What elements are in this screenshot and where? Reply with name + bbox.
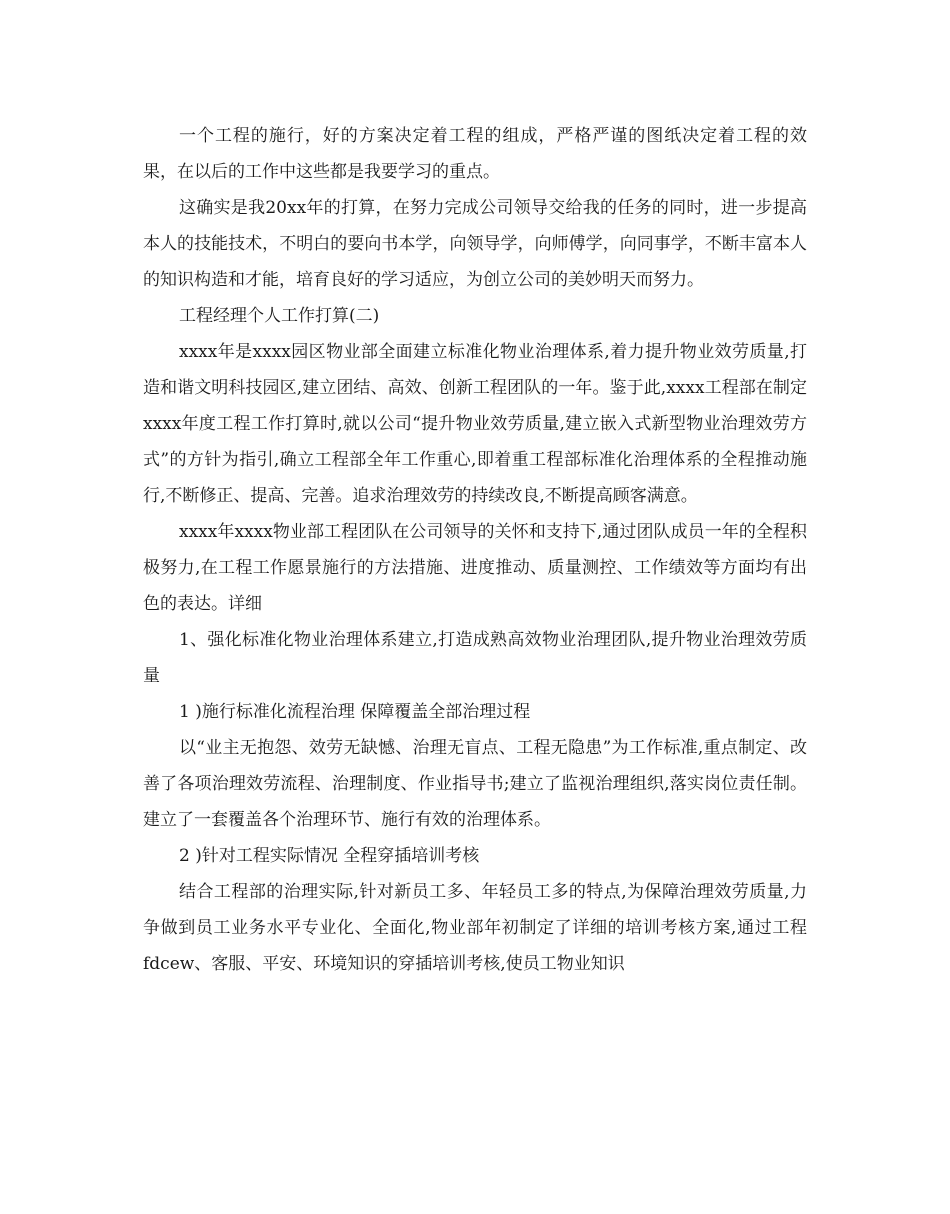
paragraph-1: 一个工程的施行，好的方案决定着工程的组成，严格严谨的图纸决定着工程的效果，在以后的工作中这些都是我要学习的重点。 [143,126,807,182]
paragraph-2: 这确实是我20xx年的打算，在努力完成公司领导交给我的任务的同时，进一步提高本人的技能技术，不明白的要向书本学，向领导学，向师傅学，向同事学，不断丰富本人的知识构造和才能，培育良好的学习适应，为创立公司的美妙明天而努力。 [143,198,807,290]
sub-heading-2: 2 )针对工程实际情况 全程穿插培训考核 [179,846,480,866]
paragraph-5: 以“业主无抱怨、效劳无缺憾、治理无盲点、工程无隐患”为工作标准,重点制定、改善了各项治理效劳流程、治理制度、作业指导书;建立了监视治理组织,落实岗位责任制。建立了一套覆盖各个治理环节、施行有效的治理体系。 [143,738,807,830]
document-body [143,118,807,982]
paragraph-4: xxxx年xxxx物业部工程团队在公司领导的关怀和支持下,通过团队成员一年的全程积极努力,在工程工作愿景施行的方法措施、进度推动、质量测控、工作绩效等方面均有出色的表达。详细 [143,522,807,614]
paragraph-6: 结合工程部的治理实际,针对新员工多、年轻员工多的特点,为保障治理效劳质量,力争做到员工业务水平专业化、全面化,物业部年初制定了详细的培训考核方案,通过工程fdcew、客服、平安、环境知识的穿插培训考核,使员工物业知识 [143,882,807,974]
section-heading: 工程经理个人工作打算(二) [179,306,380,326]
sub-heading-1: 1 )施行标准化流程治理 保障覆盖全部治理过程 [179,702,531,722]
paragraph-3: xxxx年是xxxx园区物业部全面建立标准化物业治理体系,着力提升物业效劳质量,打造和谐文明科技园区,建立团结、高效、创新工程团队的一年。鉴于此,xxxx工程部在制定xxxx年度工程工作打算时,就以公司“提升物业效劳质量,建立嵌入式新型物业治理效劳方式”的方针为指引,确立工程部全年工作重心,即着重工程部标准化治理体系的全程推动施行,不断修正、提高、完善。追求治理效劳的持续改良,不断提高顾客满意。 [143,342,807,506]
list-item-1: 1、强化标准化物业治理体系建立,打造成熟高效物业治理团队,提升物业治理效劳质量 [143,630,807,686]
